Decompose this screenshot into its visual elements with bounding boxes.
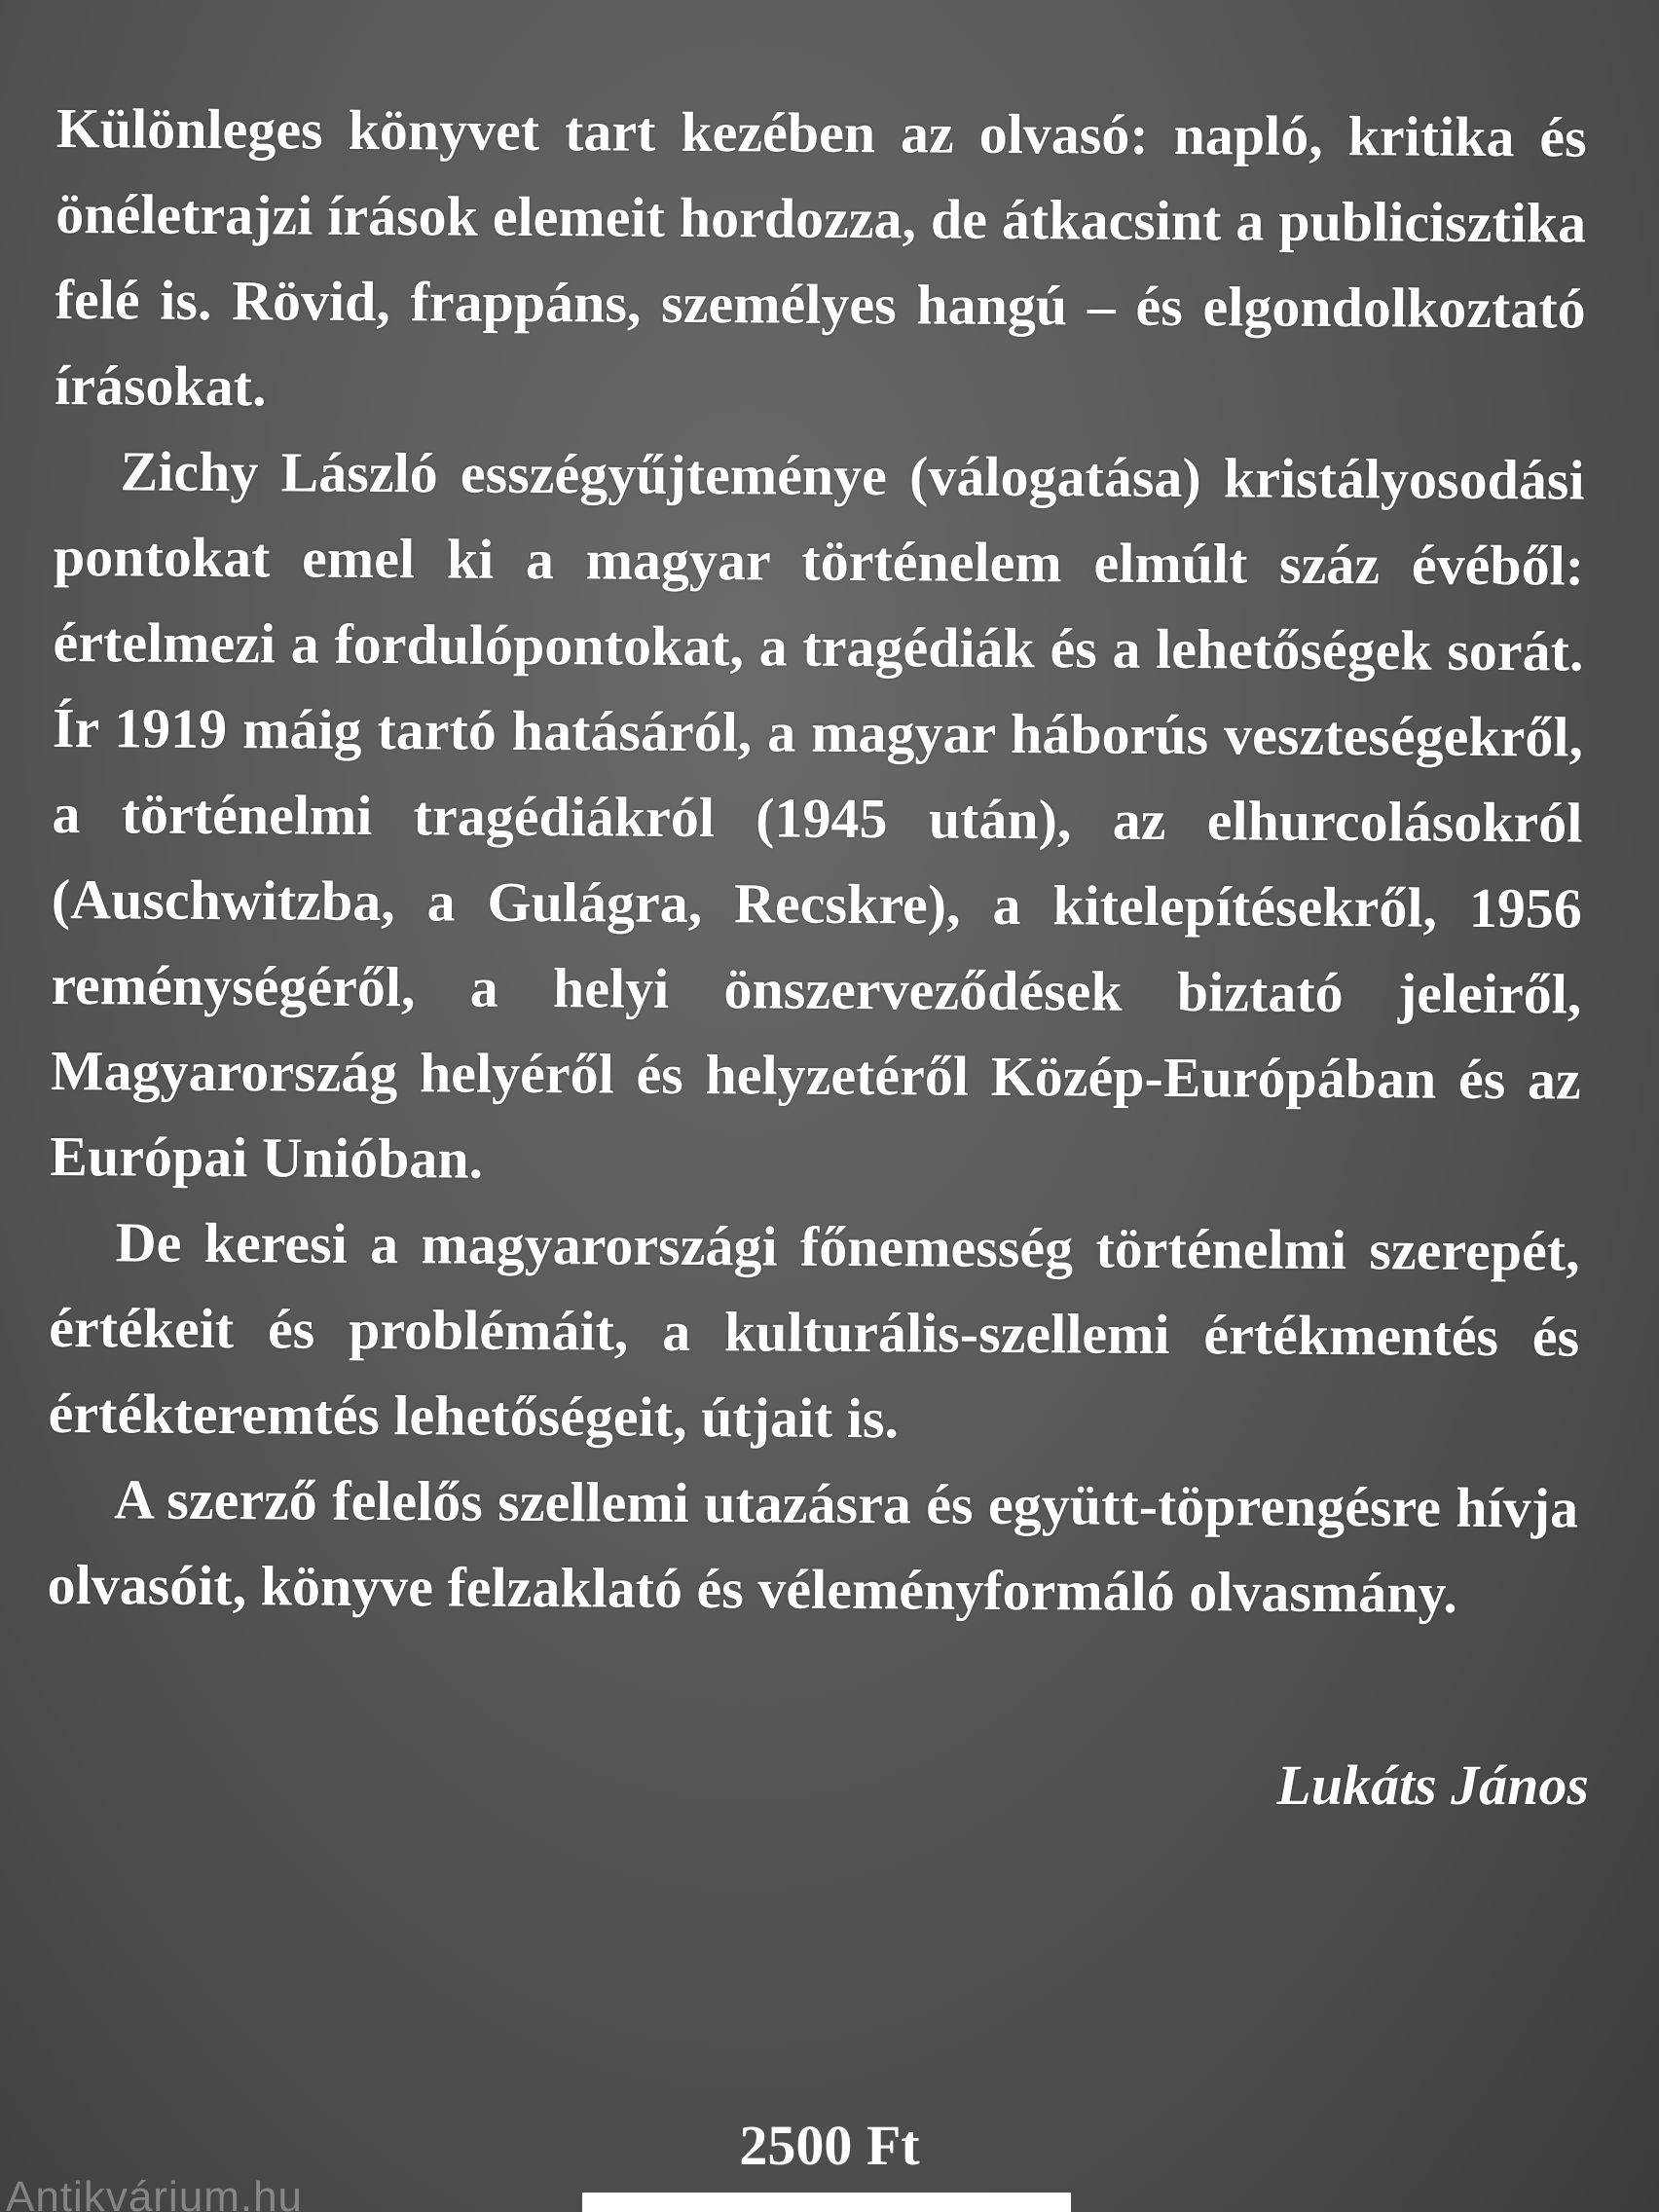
blurb-author: Lukáts János	[1276, 1753, 1589, 1817]
blurb-paragraph-4: A szerző felelős szellemi utazásra és együtt-töprengésre hívja olvasóit, könyve felzaklató és véleményformáló olvasmány.	[47, 1467, 1579, 1625]
barcode-label-area	[582, 2193, 1071, 2212]
blurb-paragraph-3: De keresi a magyarországi főnemesség történelmi szerepét, értékeit és problémáit, a kulturális-szellemi értékmentés és értékteremtés lehetőségeit, útjait is.	[48, 1210, 1580, 1451]
blurb-paragraph-1: Különleges könyvet tart kezében az olvasó: napló, kritika és önéletrajzi írások elemeit hordozza, de átkacsint a publicisztika felé is. Rövid, frappáns, személyes hangú – és elgondolkoztató írásokat.	[54, 95, 1587, 419]
price-label: 2500 Ft	[739, 2114, 920, 2177]
blurb-text	[47, 86, 1587, 1638]
watermark-text: Antikvárium.hu	[6, 2173, 304, 2212]
blurb-paragraph-2: Zichy László esszégyűjteménye (válogatása) kristályosodási pontokat emel ki a magyar történelem elmúlt száz évéből: értelmezi a fordulópontokat, a tragédiák és a lehetőségek sorát. Ír 1919 máig tartó hatásáról, a magyar háborús veszteségekről, a történelmi tragédiákról (1945 után), az elhurcolásokról (Auschwitzba, a Gulágra, Recskre), a kitelepítésekről, 1956 reménységéről, a helyi önszerveződések biztató jeleiről, Magyarország helyéről és helyzetéről Közép-Európában és az Európai Unióban.	[50, 439, 1585, 1191]
